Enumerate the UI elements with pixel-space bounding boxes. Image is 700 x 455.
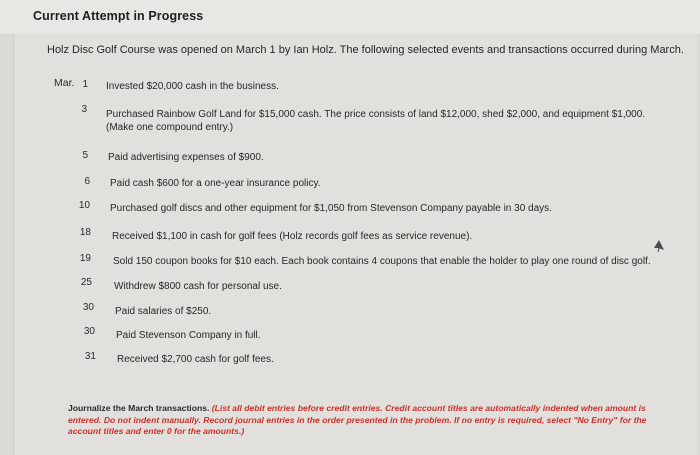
transaction-day: 1: [82, 79, 88, 90]
mouse-pointer-icon: [654, 240, 664, 252]
transaction-line: Paid Stevenson Company in full.: [116, 330, 261, 341]
transaction-day: 19: [79, 253, 91, 264]
transaction-line: Received $1,100 in cash for golf fees (Holz records golf fees as service revenue).: [112, 231, 473, 242]
transaction-line: Sold 150 coupon books for $10 each. Each book contains 4 coupons that enable the holder to play one round of disc golf.: [113, 256, 651, 267]
transaction-day: 31: [84, 351, 96, 362]
instructions-text: [68, 403, 658, 438]
problem-panel: [13, 34, 697, 455]
transaction-description: [115, 305, 211, 318]
transaction-line: Purchased Rainbow Golf Land for $15,000 cash. The price consists of land $12,000, shed $2,000, and equipment $1,000.: [106, 109, 646, 120]
transaction-line: (Make one compound entry.): [106, 122, 234, 133]
transaction-day: 25: [80, 277, 92, 288]
transaction-description: [106, 80, 279, 93]
transaction-day: 3: [81, 104, 87, 115]
attempt-status-title: Current Attempt in Progress: [33, 9, 204, 23]
transaction-description: [110, 177, 321, 190]
transaction-description: [114, 280, 282, 293]
transaction-day: 10: [78, 200, 90, 211]
month-label: Mar.: [54, 77, 75, 89]
instructions-lead: Journalize the March transactions.: [68, 403, 210, 413]
transaction-description: [106, 108, 645, 134]
transaction-description: [110, 202, 552, 215]
transaction-description: [108, 151, 264, 164]
transaction-description: [113, 255, 651, 268]
transaction-line: Purchased golf discs and other equipment for $1,050 from Stevenson Company payable in 30 days.: [110, 203, 552, 214]
transaction-day: 18: [79, 227, 91, 238]
transaction-description: [116, 329, 261, 342]
transaction-description: [117, 353, 274, 366]
transaction-description: [112, 230, 472, 243]
transaction-day: 30: [82, 302, 94, 313]
transaction-line: Paid cash $600 for a one-year insurance policy.: [110, 178, 321, 189]
transaction-line: Received $2,700 cash for golf fees.: [117, 354, 274, 365]
transaction-line: Paid salaries of $250.: [115, 306, 212, 317]
transaction-day: 30: [83, 326, 95, 337]
transaction-line: Paid advertising expenses of $900.: [108, 152, 264, 163]
transaction-day: 6: [84, 176, 90, 187]
transaction-day: 5: [82, 150, 88, 161]
transaction-line: Withdrew $800 cash for personal use.: [114, 281, 282, 292]
instructions-note: (List all debit entries before credit entries. Credit account titles are automatically indented when amount is entered. Do not indent manually. Record journal entries in the order presented in the problem. If no entry is required, select "No Entry" for the account titles and enter 0 for the amounts.): [68, 403, 647, 436]
problem-intro: Holz Disc Golf Course was opened on March 1 by Ian Holz. The following selected events and transactions occurred during March.: [47, 44, 684, 56]
transaction-line: Invested $20,000 cash in the business.: [106, 81, 279, 92]
